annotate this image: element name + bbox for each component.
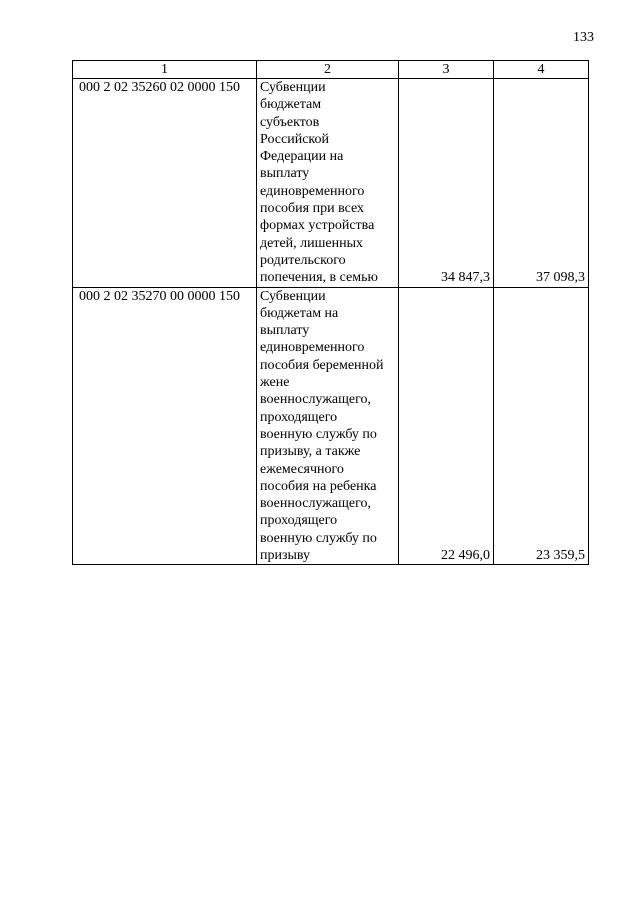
description-line: пособия беременной — [260, 357, 384, 373]
description-line: пособия при всех — [260, 201, 365, 217]
description-line: выплату — [260, 323, 310, 339]
description-line: попечения, в семью — [260, 270, 378, 286]
description-line: военную службу по — [260, 530, 377, 546]
row-value-col3: 22 496,0 — [399, 287, 494, 565]
description-line: пособия на ребенка — [260, 478, 377, 494]
description-line: проходящего — [260, 513, 338, 529]
description-line: военную службу по — [260, 426, 377, 442]
description-line: призыву — [260, 548, 311, 564]
row-value-col4: 23 359,5 — [494, 287, 589, 565]
description-line: детей, лишенных — [260, 235, 364, 251]
description-line: Российской — [260, 131, 329, 147]
description-line: жене — [260, 375, 290, 391]
description-line: призыву, а также — [260, 444, 361, 460]
budget-table — [72, 60, 589, 565]
description-line: субъектов — [260, 114, 320, 130]
description-line: выплату — [260, 166, 310, 182]
description-line: формах устройства — [260, 218, 375, 234]
column-header-4: 4 — [494, 61, 589, 79]
description-line: ежемесячного — [260, 461, 344, 477]
row-code: 000 2 02 35260 02 0000 150 — [73, 79, 257, 288]
description-line: проходящего — [260, 409, 338, 425]
row-value-col3: 34 847,3 — [399, 79, 494, 288]
column-header-1: 1 — [73, 61, 257, 79]
description-line: военнослужащего, — [260, 392, 372, 408]
table-header-row — [73, 61, 589, 79]
page-number: 133 — [573, 30, 594, 45]
row-value-col4: 37 098,3 — [494, 79, 589, 288]
table-row — [73, 287, 589, 565]
table-row — [73, 79, 589, 288]
column-header-3: 3 — [399, 61, 494, 79]
description-line: единовременного — [260, 183, 365, 199]
row-code: 000 2 02 35270 00 0000 150 — [73, 287, 257, 565]
description-line: бюджетам на — [260, 305, 339, 321]
description-line: Субвенции — [260, 288, 326, 304]
row-description — [257, 79, 399, 288]
description-line: Федерации на — [260, 149, 344, 165]
description-line: Субвенции — [260, 80, 326, 95]
column-header-2: 2 — [257, 61, 399, 79]
description-line: военнослужащего, — [260, 496, 372, 512]
row-description — [257, 287, 399, 565]
description-line: родительского — [260, 252, 346, 268]
description-line: единовременного — [260, 340, 365, 356]
description-line: бюджетам — [260, 97, 322, 113]
